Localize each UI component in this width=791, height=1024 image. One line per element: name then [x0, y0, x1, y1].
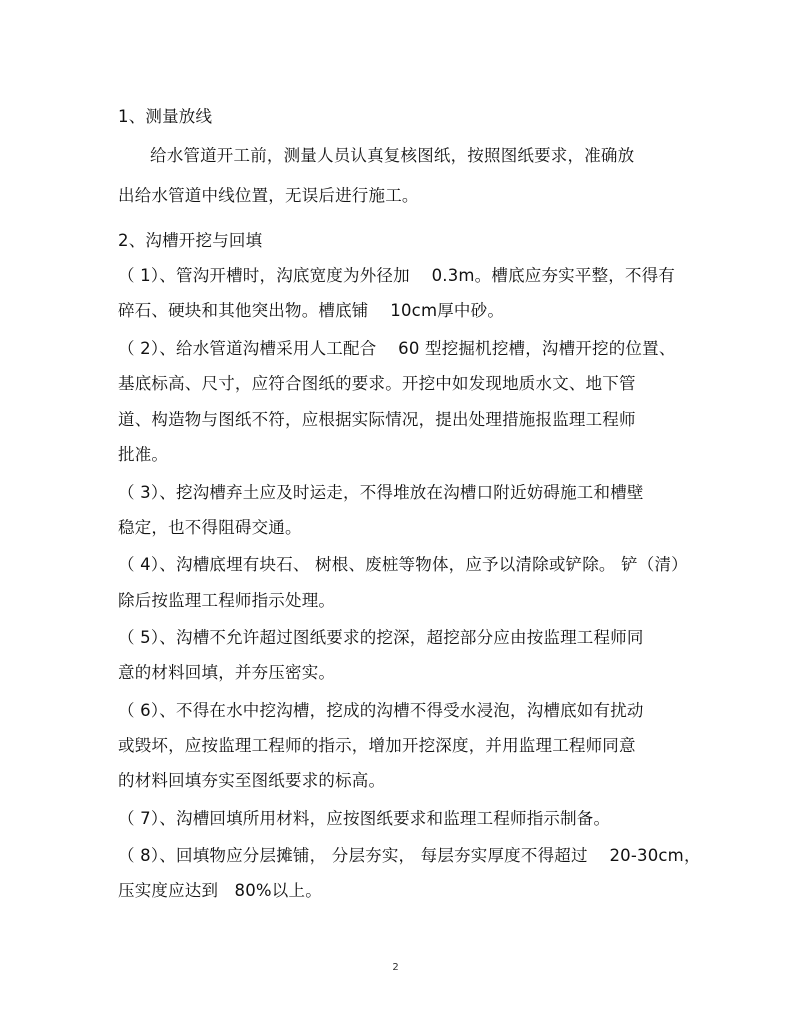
paragraph-line: （ 5）、沟槽不允许超过图纸要求的挖深，超挖部分应由按监理工程师同 — [118, 628, 644, 647]
paragraph-line: （ 2）、给水管道沟槽采用人工配合 60 型挖掘机挖槽，沟槽开挖的位置、 — [118, 339, 676, 358]
paragraph-line: （ 3）、挖沟槽弃土应及时运走，不得堆放在沟槽口附近妨碍施工和槽壁 — [118, 483, 644, 502]
section-heading-trench: 2、沟槽开挖与回填 — [118, 231, 263, 250]
paragraph-line: 除后按监理工程师指示处理。 — [118, 591, 336, 610]
paragraph-line: 的材料回填夯实至图纸要求的标高。 — [118, 771, 386, 790]
page-number: 2 — [392, 962, 399, 973]
paragraph-line: 压实度应达到 80%以上。 — [118, 881, 322, 900]
paragraph-line: 基底标高、尺寸，应符合图纸的要求。开挖中如发现地质水文、地下管 — [118, 374, 636, 393]
paragraph-line: 出给水管道中线位置，无误后进行施工。 — [118, 186, 419, 205]
paragraph-line: 碎石、硬块和其他突出物。槽底铺 10cm厚中砂。 — [118, 301, 505, 320]
paragraph-line: 道、构造物与图纸不符，应根据实际情况，提出处理措施报监理工程师 — [118, 410, 636, 429]
paragraph-line: （ 4）、沟槽底埋有块石、 树根、废桩等物体，应予以清除或铲除。 铲（清） — [118, 555, 688, 574]
section-heading-survey: 1、测量放线 — [118, 107, 213, 126]
paragraph-line: 稳定，也不得阻碍交通。 — [118, 518, 302, 537]
paragraph-line: （ 1）、管沟开槽时，沟底宽度为外径加 0.3m。槽底应夯实平整，不得有 — [118, 266, 676, 285]
paragraph-line: 意的材料回填，并夯压密实。 — [118, 663, 336, 682]
paragraph-line: （ 8）、回填物应分层摊铺， 分层夯实， 每层夯实厚度不得超过 20-30cm， — [118, 846, 701, 865]
paragraph-line: 批准。 — [118, 445, 169, 464]
paragraph-line: 给水管道开工前，测量人员认真复核图纸，按照图纸要求，准确放 — [150, 146, 635, 165]
paragraph-line: 或毁坏，应按监理工程师的指示，增加开挖深度，并用监理工程师同意 — [118, 736, 636, 755]
paragraph-line: （ 7）、沟槽回填所用材料，应按图纸要求和监理工程师指示制备。 — [118, 809, 611, 828]
paragraph-line: （ 6）、不得在水中挖沟槽，挖成的沟槽不得受水浸泡，沟槽底如有扰动 — [118, 701, 644, 720]
